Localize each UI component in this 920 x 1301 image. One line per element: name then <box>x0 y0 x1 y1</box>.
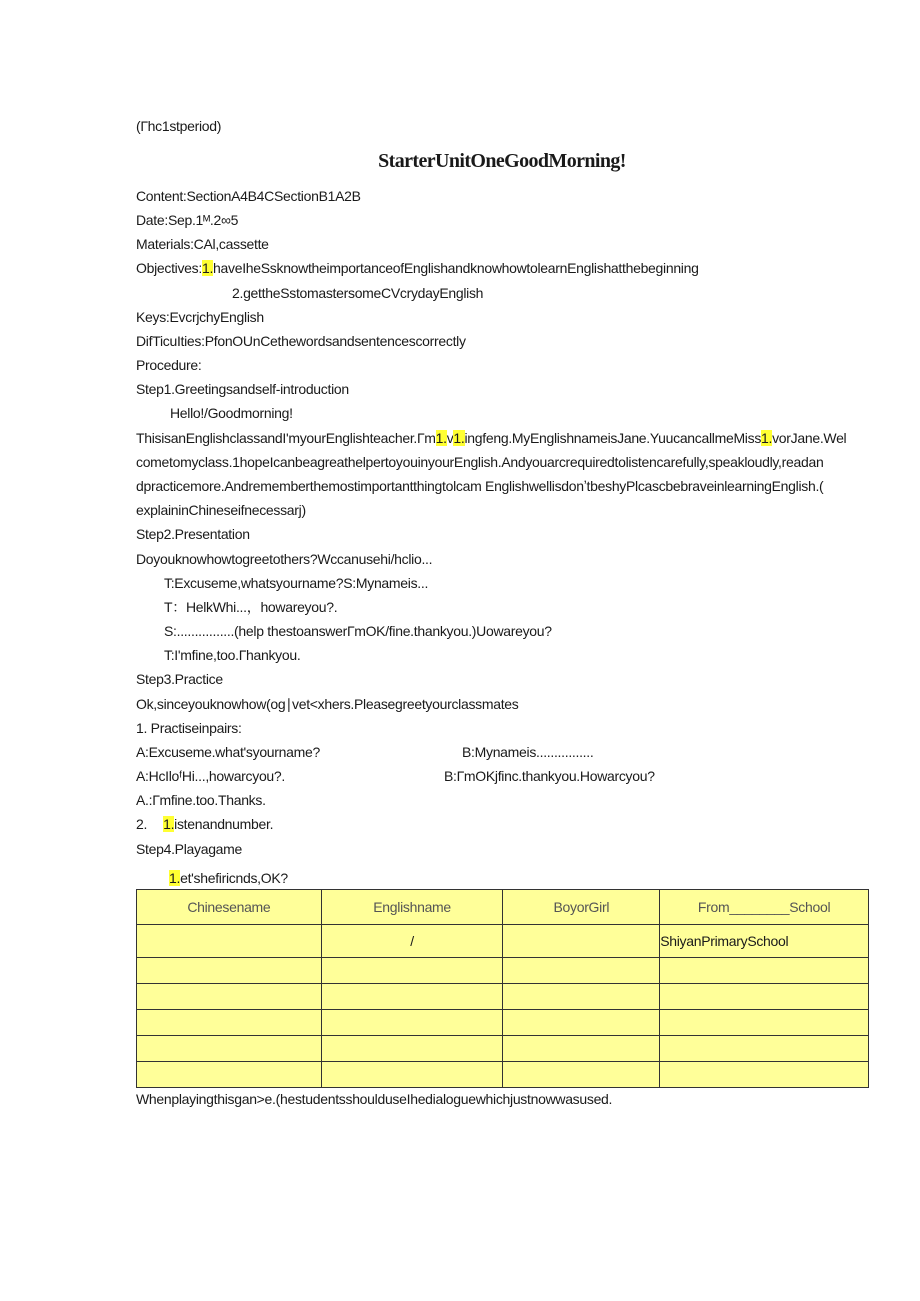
content-line: Content:SectionA4B4CSectionB1A2B <box>136 188 361 204</box>
table-cell <box>660 1036 869 1062</box>
step1-paragraph-line-1 <box>136 429 846 447</box>
step1-paragraph-line-3: dpracticemore.Andrememberthemostimportantthingtolcam EnglishwellisdonʼtbeshyPlcascbebraveinlearningEnglish.( <box>136 478 824 494</box>
objective-text-1: haveIheSsknowtheimportanceofEnglishandknowhowtolearnEnglishatthebeginning <box>213 260 699 276</box>
highlight-mark: 1. <box>163 816 175 832</box>
item-text: istenandnumber. <box>174 816 274 832</box>
table-row <box>137 958 869 984</box>
table-cell: / <box>321 925 503 958</box>
step3-dialogue-a1: A:Excuseme.what'syourname? <box>136 744 320 760</box>
step4-intro-text: et'shefiricnds,OK? <box>180 870 288 886</box>
highlight-mark: 1. <box>169 870 181 886</box>
step1-text-a: ThisisanEnglishclassandI'myourEnglishteacher.Гm <box>136 430 436 446</box>
item-number: 2. <box>136 816 148 832</box>
table-cell <box>660 1010 869 1036</box>
keys-line: Keys:EvcrjchyEnglish <box>136 309 264 325</box>
table-row <box>137 925 869 958</box>
table-cell <box>503 1010 660 1036</box>
step1-paragraph-line-2: cometomyclass.1hopeIcanbeagreathelpertoyouinyourEnglish.Andyouarcrequiredtolistencarefully,speakloudly,readan <box>136 454 824 470</box>
header-chinese-name: Chinesename <box>137 890 322 925</box>
highlight-mark: 1. <box>453 430 465 446</box>
header-from-school: From________School <box>660 890 869 925</box>
step1-hello: Hello!/Goodmorning! <box>170 405 293 421</box>
table-header-row <box>137 890 869 925</box>
table-cell: ShiyanPrimarySchool <box>660 925 869 958</box>
period-label: (Гhc1stperiod) <box>136 118 222 134</box>
table-cell <box>660 1062 869 1088</box>
student-info-table <box>136 889 869 1088</box>
table-cell <box>137 1036 322 1062</box>
table-cell <box>503 958 660 984</box>
step2-heading: Step2.Presentation <box>136 526 250 542</box>
table-row <box>137 984 869 1010</box>
table-cell <box>503 984 660 1010</box>
closing-note: Whenplayingthisgan>e.(hestudentsshoulduseIhedialoguewhichjustnowwasused. <box>136 1091 613 1107</box>
step3-intro: Ok,sinceyouknowhow(og∣vet<xhers.Pleasegreetyourclassmates <box>136 696 519 712</box>
step1-text-b: v <box>446 430 454 446</box>
step4-heading: Step4.Playagame <box>136 841 243 857</box>
difficulties-line: DifTicuIties:PfonOUnCethewordsandsentencescorrectly <box>136 333 466 349</box>
procedure-label: Procedure: <box>136 357 202 373</box>
table-cell <box>660 958 869 984</box>
step1-text-c: ingfeng.MyEnglishnameisJane.YuucancallmeMiss <box>464 430 762 446</box>
step2-dialogue-3: S:................(help thestoanswerГmOK/fine.thankyou.)Uowareyou? <box>164 623 552 639</box>
table-row <box>137 1010 869 1036</box>
highlight-mark: 1. <box>761 430 773 446</box>
table-cell <box>321 1062 503 1088</box>
step3-item-1: 1. Practiseinpairs: <box>136 720 242 736</box>
table-cell <box>321 1036 503 1062</box>
table-row <box>137 1036 869 1062</box>
step1-heading: Step1.Greetingsandself-introduction <box>136 381 349 397</box>
table-row <box>137 1062 869 1088</box>
date-line: Date:Sep.1ᴹ.2∞5 <box>136 212 239 228</box>
objective-number-highlight: 1. <box>201 260 214 276</box>
table-cell <box>137 1062 322 1088</box>
step1-text-d: vorJane.Wel <box>772 430 847 446</box>
page-title: StarterUnitOneGoodMorning! <box>378 150 626 172</box>
header-boy-or-girl: BoyorGirl <box>503 890 660 925</box>
table-cell <box>137 958 322 984</box>
step3-dialogue-b2: B:ГmOKjfinc.thankyou.Howarcyou? <box>444 768 655 784</box>
table-cell <box>321 984 503 1010</box>
step2-dialogue-1: T:Excuseme,whatsyourname?S:Mynameis... <box>164 575 429 591</box>
step2-dialogue-2: T：HelkWhi...，howareyou?. <box>164 599 338 615</box>
materials-line: Materials:CAl,cassette <box>136 236 269 252</box>
objectives-line-1 <box>136 259 699 277</box>
step4-intro <box>169 869 288 887</box>
step2-dialogue-4: T:I'mfine,too.Гhankyou. <box>164 647 301 663</box>
table-cell <box>321 1010 503 1036</box>
table-cell <box>137 925 322 958</box>
table-cell <box>660 984 869 1010</box>
objective-text-2: 2.gettheSstomastersomeCVcrydayEnglish <box>232 285 484 301</box>
step3-dialogue-b1: B:Mynameis................ <box>462 744 594 760</box>
table-cell <box>137 984 322 1010</box>
step3-item-2 <box>136 815 273 833</box>
objectives-label: Objectives: <box>136 260 202 276</box>
step3-heading: Step3.Practice <box>136 671 223 687</box>
step2-intro: Doyouknowhowtogreetothers?Wccanusehi/hclio... <box>136 551 433 567</box>
step3-dialogue-a3: A.:Гmfine.too.Thanks. <box>136 792 266 808</box>
step1-paragraph-line-4: explaininChineseifnecessarj) <box>136 502 306 518</box>
highlight-mark: 1. <box>435 430 447 446</box>
table-cell <box>321 958 503 984</box>
table-cell <box>503 1062 660 1088</box>
step3-dialogue-a2: A:HcIloᶠHi...,howarcyou?. <box>136 768 285 784</box>
table-cell <box>503 1036 660 1062</box>
header-english-name: Englishname <box>321 890 503 925</box>
table-cell <box>503 925 660 958</box>
table-cell <box>137 1010 322 1036</box>
